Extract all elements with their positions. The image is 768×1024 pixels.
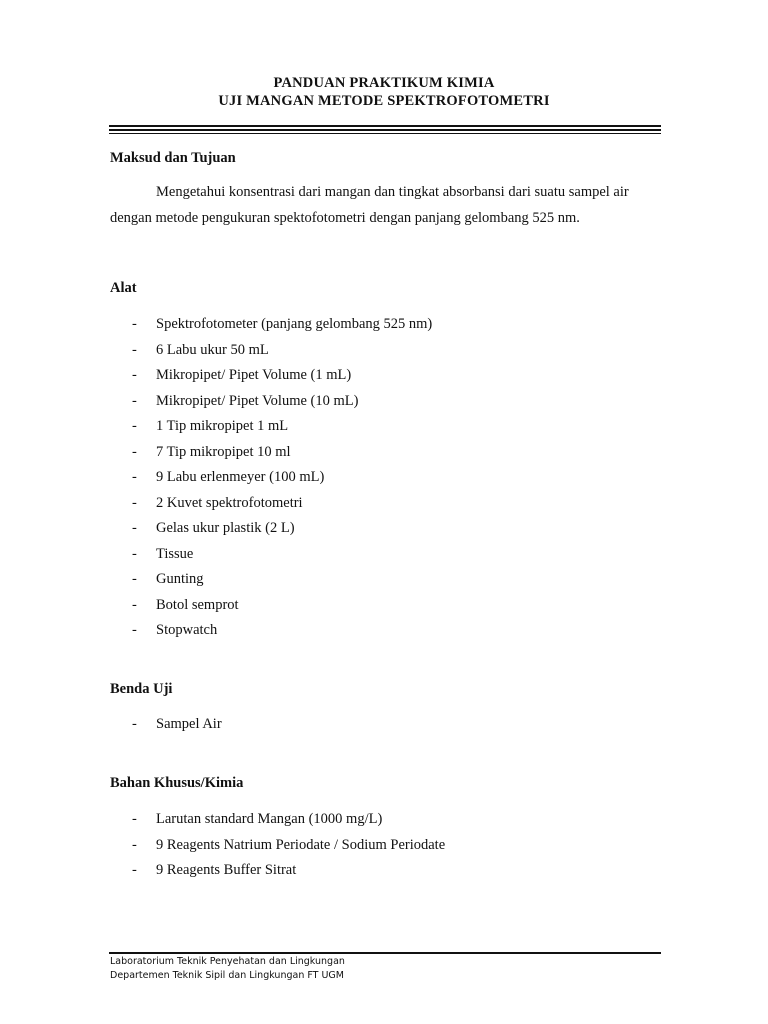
bullet-dash: - bbox=[132, 494, 137, 511]
bullet-dash: - bbox=[132, 469, 137, 485]
paragraph-line: dengan metode pengukuran spektofotometri dengan panjang gelombang 525 nm. bbox=[110, 210, 580, 226]
list-item: - Larutan standard Mangan (1000 mg/L) bbox=[132, 811, 383, 827]
bullet-dash: - bbox=[132, 811, 137, 827]
list-item: - Gelas ukur plastik (2 L) bbox=[132, 520, 295, 536]
list-item: - Stopwatch bbox=[132, 622, 218, 638]
document-subtitle: UJI MANGAN METODE SPEKTROFOTOMETRI bbox=[218, 93, 550, 109]
footer-line: Departemen Teknik Sipil dan Lingkungan FT UGM bbox=[110, 970, 344, 981]
document-title: PANDUAN PRAKTIKUM KIMIA bbox=[273, 75, 495, 91]
bullet-dash: - bbox=[132, 622, 137, 638]
list-item: - Gunting bbox=[132, 571, 204, 587]
list-item: - Spektrofotometer (panjang gelombang 525 nm) bbox=[132, 316, 433, 332]
list-item: - 2 Kuvet spektrofotometri bbox=[132, 494, 303, 511]
list-item: - 9 Reagents Natrium Periodate / Sodium Periodate bbox=[132, 836, 446, 853]
list-item: - 9 Reagents Buffer Sitrat bbox=[132, 862, 297, 878]
list-item: - Tissue bbox=[132, 545, 194, 562]
bullet-dash: - bbox=[132, 443, 137, 460]
footer-line: Laboratorium Teknik Penyehatan dan Lingkungan bbox=[110, 956, 345, 967]
bullet-dash: - bbox=[132, 418, 137, 434]
list-item: - Botol semprot bbox=[132, 596, 239, 613]
bahan-list bbox=[110, 810, 670, 887]
bullet-dash: - bbox=[132, 341, 137, 358]
header-rule bbox=[109, 133, 661, 134]
header-rule bbox=[109, 129, 661, 131]
footer-rule bbox=[109, 952, 661, 954]
section-heading-maksud: Maksud dan Tujuan bbox=[110, 150, 236, 166]
list-item: - 9 Labu erlenmeyer (100 mL) bbox=[132, 469, 325, 485]
header-rule bbox=[109, 125, 661, 127]
benda-uji-list bbox=[110, 715, 670, 741]
alat-list bbox=[110, 315, 670, 647]
bullet-dash: - bbox=[132, 716, 137, 732]
section-heading-alat: Alat bbox=[110, 280, 137, 296]
paragraph-line: Mengetahui konsentrasi dari mangan dan tingkat absorbansi dari suatu sampel air bbox=[156, 184, 629, 200]
section-heading-bahan: Bahan Khusus/Kimia bbox=[110, 775, 244, 791]
list-item: - Mikropipet/ Pipet Volume (1 mL) bbox=[132, 367, 352, 383]
list-item: - 1 Tip mikropipet 1 mL bbox=[132, 418, 289, 434]
bullet-dash: - bbox=[132, 836, 137, 853]
bullet-dash: - bbox=[132, 596, 137, 613]
list-item: - Sampel Air bbox=[132, 716, 222, 732]
list-item: - 7 Tip mikropipet 10 ml bbox=[132, 443, 291, 460]
bullet-dash: - bbox=[132, 545, 137, 562]
bullet-dash: - bbox=[132, 571, 137, 587]
bullet-dash: - bbox=[132, 316, 137, 332]
bullet-dash: - bbox=[132, 392, 137, 409]
list-item: - Mikropipet/ Pipet Volume (10 mL) bbox=[132, 392, 359, 409]
bullet-dash: - bbox=[132, 520, 137, 536]
bullet-dash: - bbox=[132, 367, 137, 383]
list-item: - 6 Labu ukur 50 mL bbox=[132, 341, 269, 358]
bullet-dash: - bbox=[132, 862, 137, 878]
section-heading-benda-uji: Benda Uji bbox=[110, 681, 173, 697]
